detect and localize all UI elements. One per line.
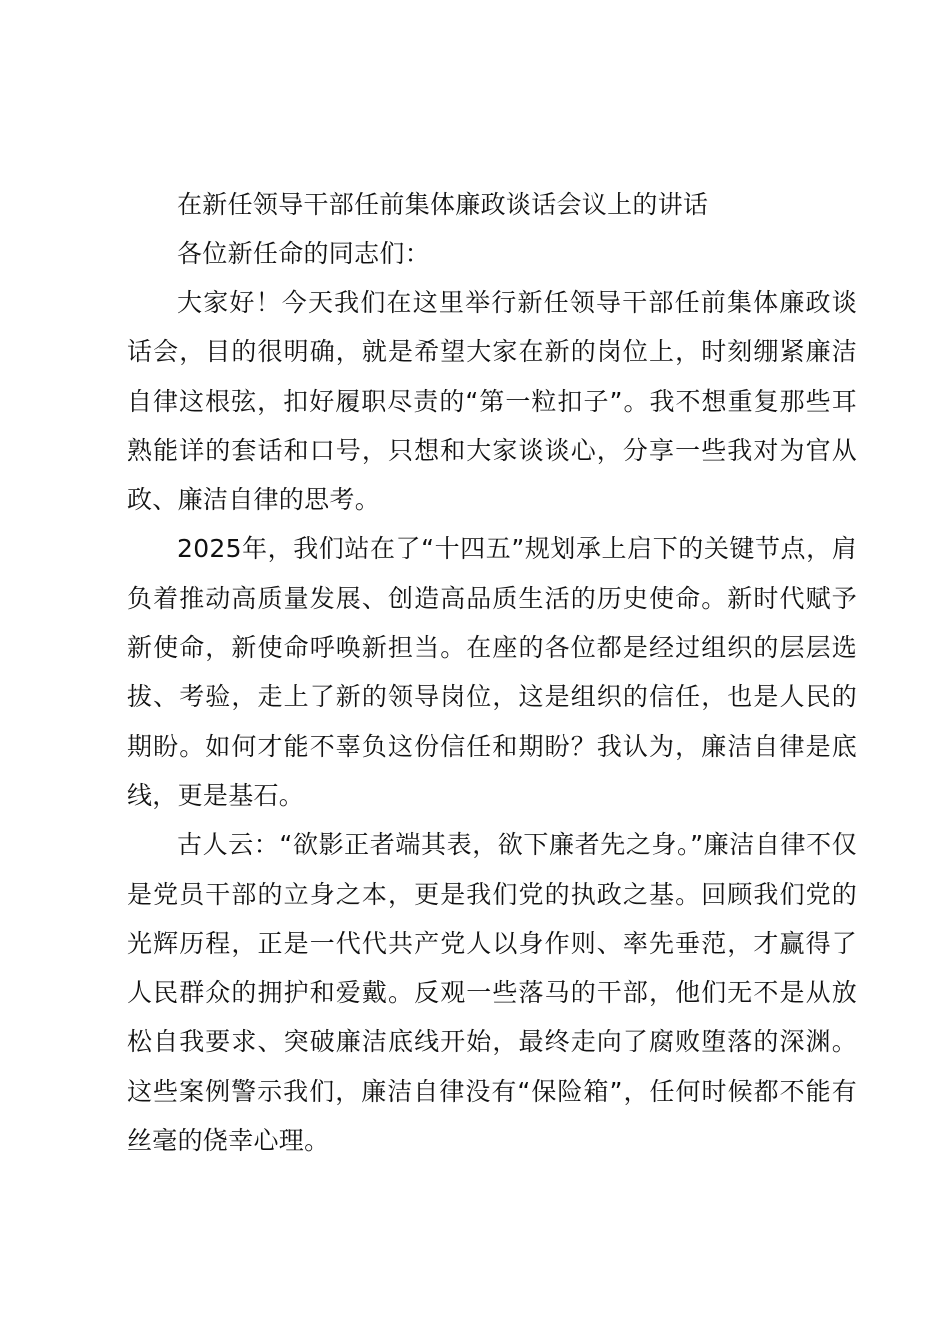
document-title: 在新任领导干部任前集体廉政谈话会议上的讲话: [177, 190, 709, 219]
paragraph-3: 古人云：“欲影正者端其表，欲下廉者先之身。”廉洁自律不仅是党员干部的立身之本，更是我们党的执政之基。回顾我们党的光辉历程，正是一代代共产党人以身作则、率先垂范，才赢得了人民群众的拥护和爱戴。反观一些落马的干部，他们无不是从放松自我要求、突破廉洁底线开始，最终走向了腐败堕落的深渊。这些案例警示我们，廉洁自律没有“保险箱”，任何时候都不能有丝毫的侥幸心理。: [127, 830, 857, 1156]
paragraph-2: 2025年，我们站在了“十四五”规划承上启下的关键节点，肩负着推动高质量发展、创造高品质生活的历史使命。新时代赋予新使命，新使命呼唤新担当。在座的各位都是经过组织的层层选拔、考验，走上了新的领导岗位，这是组织的信任，也是人民的期盼。如何才能不辜负这份信任和期盼？我认为，廉洁自律是底线，更是基石。: [127, 534, 857, 810]
salutation: 各位新任命的同志们：: [177, 239, 431, 268]
document-body: [127, 180, 857, 1165]
paragraph-1: 大家好！今天我们在这里举行新任领导干部任前集体廉政谈话会，目的很明确，就是希望大家在新的岗位上，时刻绷紧廉洁自律这根弦，扣好履职尽责的“第一粒扣子”。我不想重复那些耳熟能详的套话和口号，只想和大家谈谈心，分享一些我对为官从政、廉洁自律的思考。: [127, 288, 857, 515]
